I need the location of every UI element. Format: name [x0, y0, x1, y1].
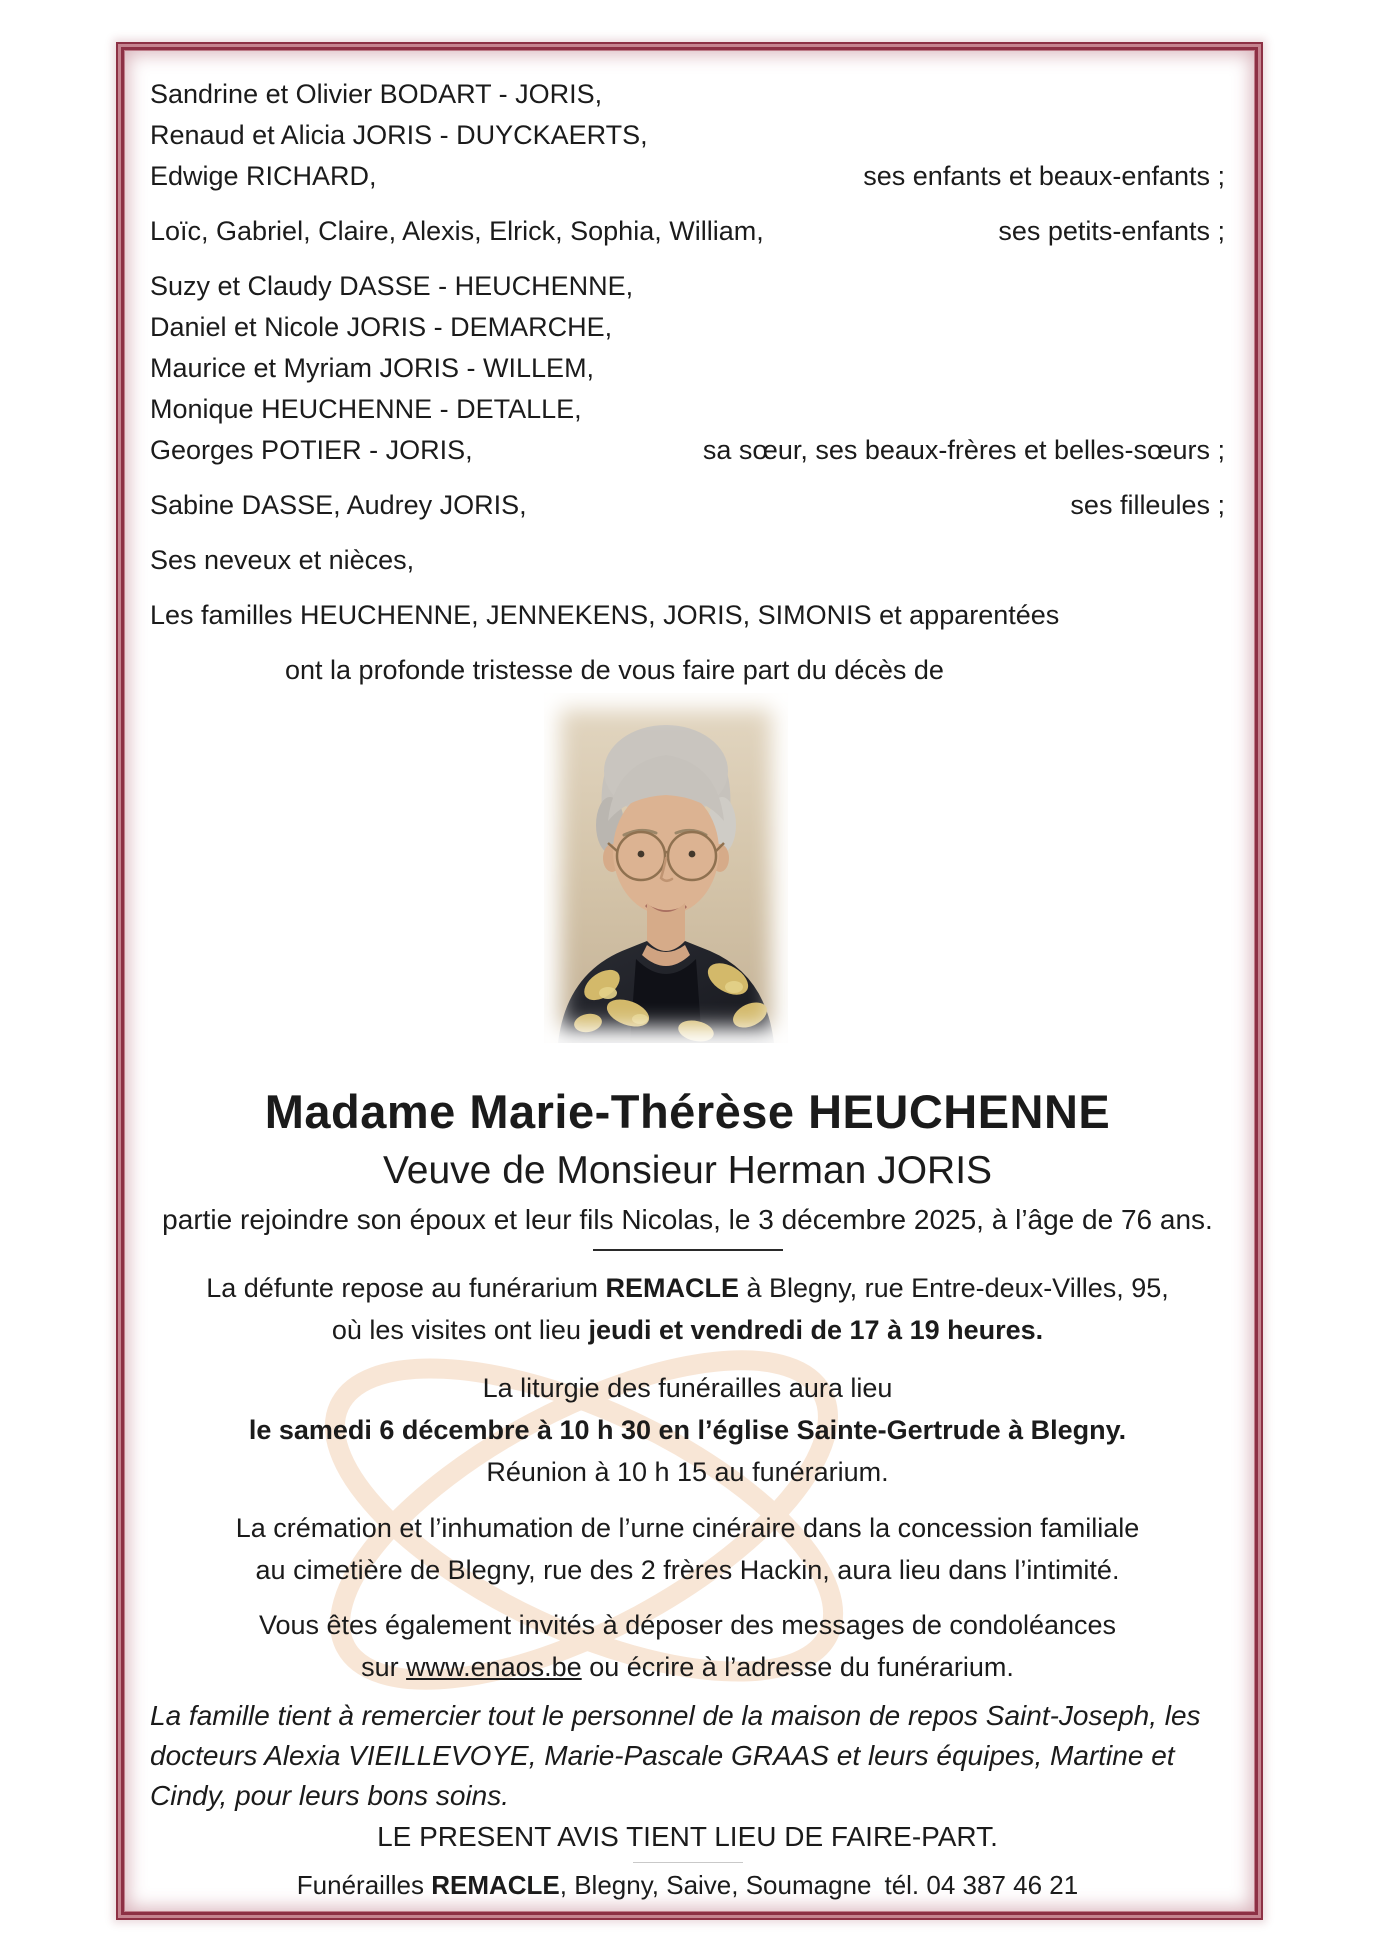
- family-name-line: Loïc, Gabriel, Claire, Alexis, Elrick, Sophia, William,: [150, 216, 764, 246]
- condolences-line2-prefix: sur: [361, 1652, 407, 1682]
- thanks-paragraph: [150, 1696, 1225, 1816]
- family-group-children: [150, 74, 1225, 197]
- footer-divider-line: [633, 1862, 743, 1863]
- family-name-line: Daniel et Nicole JORIS - DEMARCHE,: [150, 312, 613, 342]
- death-details-line: partie rejoindre son époux et leur fils Nicolas, le 3 décembre 2025, à l’âge de 76 ans.: [162, 1204, 1213, 1235]
- decorative-border-frame: [121, 47, 1258, 1915]
- family-name-line: Georges POTIER - JORIS,: [150, 435, 473, 465]
- family-group-grandchildren: [150, 211, 1225, 252]
- relation-label: ses enfants et beaux-enfants ;: [863, 161, 1225, 191]
- family-name-line: Renaud et Alicia JORIS - DUYCKAERTS,: [150, 120, 648, 150]
- liturgy-date-line: le samedi 6 décembre à 10 h 30 en l’église Sainte-Gertrude à Blegny.: [248, 1415, 1127, 1445]
- portrait-photo: [544, 693, 788, 1043]
- deceased-name: Madame Marie-Thérèse HEUCHENNE: [264, 1085, 1111, 1138]
- photo-feather-edge: [544, 693, 788, 1043]
- family-list: [150, 74, 1225, 636]
- repose-line1-suffix: à Blegny, rue Entre-deux-Villes, 95,: [739, 1273, 1169, 1303]
- condolences-line1: Vous êtes également invités à déposer des messages de condoléances: [258, 1610, 1117, 1640]
- visit-hours: jeudi et vendredi de 17 à 19 heures.: [588, 1315, 1044, 1345]
- family-name-line: Suzy et Claudy DASSE - HEUCHENNE,: [150, 271, 634, 301]
- family-name-line: Sabine DASSE, Audrey JORIS,: [150, 490, 527, 520]
- cremation-paragraph: [150, 1507, 1225, 1591]
- family-name-line: Maurice et Myriam JORIS - WILLEM,: [150, 353, 595, 383]
- family-name-line: Monique HEUCHENNE - DETALLE,: [150, 394, 582, 424]
- family-group-siblings: [150, 266, 1225, 471]
- liturgy-meeting-line: Réunion à 10 h 15 au funérarium.: [486, 1457, 889, 1487]
- relation-label: ses petits-enfants ;: [998, 216, 1225, 246]
- thanks-line3: Cindy, pour leurs bons soins.: [150, 1780, 509, 1811]
- family-name-line: Edwige RICHARD,: [150, 161, 377, 191]
- condolences-paragraph: [150, 1604, 1225, 1688]
- family-name-line: Sandrine et Olivier BODART - JORIS,: [150, 79, 603, 109]
- divider-line: [593, 1249, 783, 1251]
- funeral-home-name: REMACLE: [605, 1273, 740, 1303]
- condolences-line2-suffix: ou écrire à l’adresse du funérarium.: [581, 1652, 1014, 1682]
- legal-notice-line: LE PRESENT AVIS TIENT LIEU DE FAIRE-PART.: [377, 1821, 998, 1852]
- card-content: [124, 50, 1255, 1912]
- footer-prefix: Funérailles: [296, 1870, 432, 1900]
- family-group-goddaughters: [150, 485, 1225, 526]
- funeral-home-footer: [150, 1869, 1225, 1901]
- family-name-line: Les familles HEUCHENNE, JENNEKENS, JORIS, SIMONIS et apparentées: [150, 600, 1060, 630]
- cremation-line2: au cimetière de Blegny, rue des 2 frères Hackin, aura lieu dans l’intimité.: [255, 1555, 1120, 1585]
- condolences-website-link[interactable]: www.enaos.be: [406, 1652, 582, 1682]
- relation-label: sa sœur, ses beaux-frères et belles-sœurs ;: [702, 435, 1225, 465]
- cremation-line1: La crémation et l’inhumation de l’urne cinéraire dans la concession familiale: [235, 1513, 1140, 1543]
- family-group-extended: [150, 595, 1225, 636]
- family-name-line: Ses neveux et nièces,: [150, 545, 415, 575]
- footer-home-name: REMACLE: [431, 1870, 560, 1900]
- liturgy-paragraph: [150, 1367, 1225, 1493]
- thanks-line1: La famille tient à remercier tout le personnel de la maison de repos Saint-Joseph, les: [150, 1700, 1201, 1731]
- repose-paragraph: [150, 1267, 1225, 1351]
- liturgy-line1: La liturgie des funérailles aura lieu: [482, 1373, 893, 1403]
- family-group-nephews: [150, 540, 1225, 581]
- deceased-subtitle: Veuve de Monsieur Herman JORIS: [382, 1149, 993, 1192]
- repose-line1-prefix: La défunte repose au funérarium: [206, 1273, 606, 1303]
- announcement-line: ont la profonde tristesse de vous faire part du décès de: [285, 655, 944, 685]
- relation-label: ses filleules ;: [1070, 490, 1225, 520]
- footer-suffix: , Blegny, Saive, Soumagne tél. 04 387 46 21: [559, 1870, 1079, 1900]
- repose-line2-prefix: où les visites ont lieu: [331, 1315, 589, 1345]
- thanks-line2: docteurs Alexia VIEILLEVOYE, Marie-Pascale GRAAS et leurs équipes, Martine et: [150, 1740, 1175, 1771]
